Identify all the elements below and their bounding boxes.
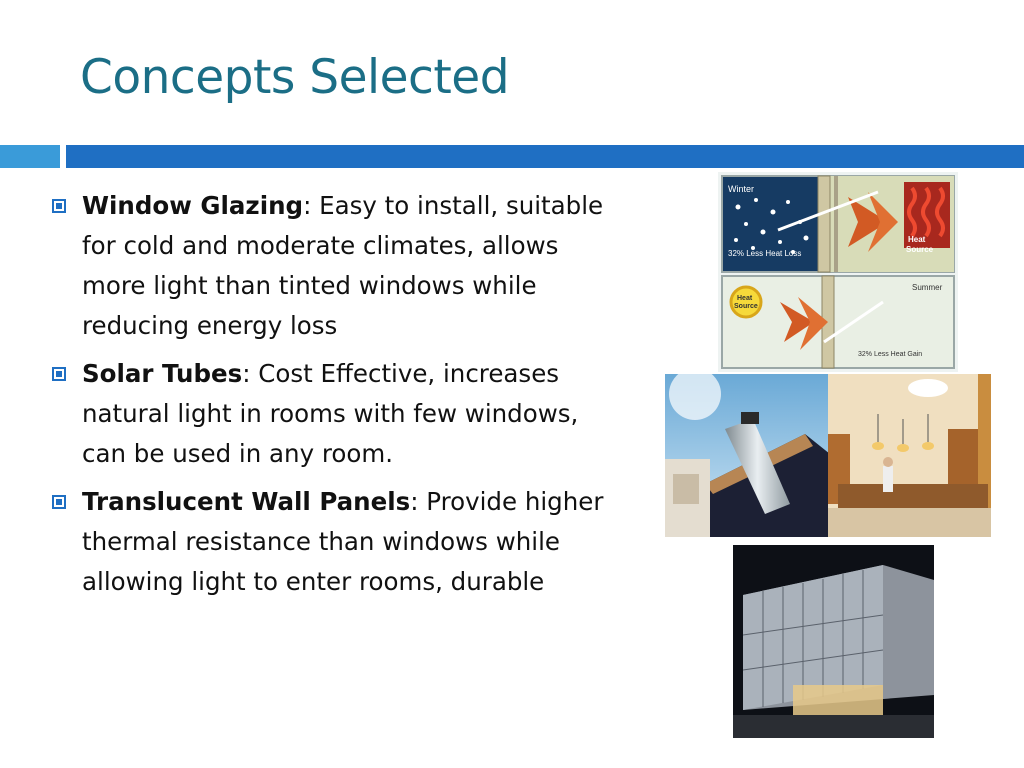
winter-caption: 32% Less Heat Loss bbox=[728, 249, 802, 258]
square-bullet-icon bbox=[52, 495, 66, 509]
summer-heat-source-top: Heat bbox=[737, 295, 753, 302]
bullet-term: Solar Tubes bbox=[82, 359, 243, 388]
bullet-text: Provide higher thermal resistance than windows while allowing light to enter rooms, durable bbox=[82, 487, 604, 596]
bullet-window-glazing bbox=[52, 186, 612, 346]
bullet-text: Easy to install, suitable for cold and moderate climates, allows more light than tinted windows while reducing energy loss bbox=[82, 191, 604, 340]
window-glazing-diagram bbox=[718, 172, 958, 372]
summer-heat-source-bottom: Source bbox=[734, 303, 758, 310]
header-band-accent bbox=[0, 145, 60, 168]
bullet-separator: : bbox=[242, 359, 259, 388]
bullet-solar-tubes bbox=[52, 354, 612, 474]
bullet-separator: : bbox=[303, 191, 320, 220]
bullet-translucent-wall-panels bbox=[52, 482, 612, 602]
square-bullet-icon bbox=[52, 367, 66, 381]
bullet-separator: : bbox=[410, 487, 427, 516]
heat-source-label-top: Heat bbox=[908, 235, 926, 244]
summer-label: Summer bbox=[912, 283, 943, 292]
square-bullet-icon bbox=[52, 199, 66, 213]
translucent-panel-building-photo bbox=[733, 545, 934, 738]
bullet-term: Translucent Wall Panels bbox=[82, 487, 411, 516]
slide-title: Concepts Selected bbox=[80, 50, 510, 105]
bullet-list bbox=[52, 186, 612, 610]
bullet-text: Cost Effective, increases natural light in rooms with few windows, can be used in any room. bbox=[82, 359, 579, 468]
header-band bbox=[66, 145, 1024, 168]
kitchen-photo bbox=[828, 374, 991, 537]
heat-source-label-bottom: Source bbox=[906, 245, 934, 254]
winter-label: Winter bbox=[728, 184, 755, 194]
summer-caption: 32% Less Heat Gain bbox=[858, 351, 923, 358]
solar-tube-photo bbox=[665, 374, 830, 537]
bullet-term: Window Glazing bbox=[82, 191, 304, 220]
